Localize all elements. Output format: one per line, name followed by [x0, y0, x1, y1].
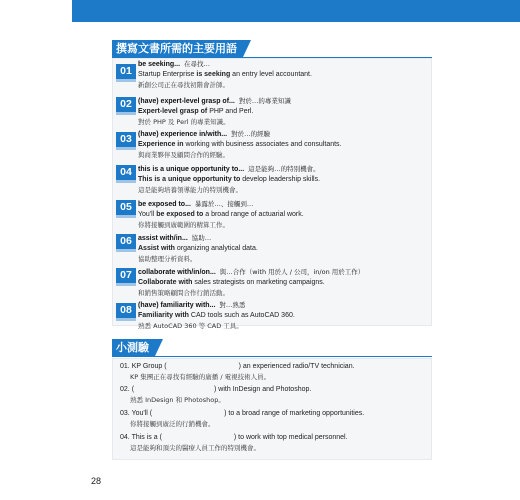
- phrase: this is a unique opportunity to...: [138, 166, 245, 173]
- phrase-meaning: 對於…的經驗: [231, 130, 271, 138]
- phrase-meaning: 與…合作（with 用於人 / 公司，in/on 用於工作）: [219, 268, 365, 276]
- example-translation: 熟悉 AutoCAD 360 等 CAD 工具。: [138, 322, 243, 330]
- example-sentence: Familiarity with CAD tools such as AutoCAD 360.: [138, 312, 295, 319]
- phrase: (have) expert-level grasp of...: [138, 98, 235, 105]
- item-number-badge: 07: [116, 268, 136, 283]
- example-sentence: Experience in working with business associates and consultants.: [138, 141, 342, 148]
- question-translation: 熟悉 InDesign 和 Photoshop。: [130, 396, 225, 404]
- phrase-meaning: 對…熟悉: [219, 301, 246, 309]
- phrase-meaning: 暴露於…、接觸到…: [194, 200, 254, 208]
- question-number: 02.: [120, 386, 130, 393]
- example-translation: 對於 PHP 及 Perl 的專業知識。: [138, 118, 230, 126]
- item-number-badge: 04: [116, 165, 136, 180]
- item-number-badge: 08: [116, 303, 136, 318]
- quiz-question: 04. This is a ( ) to work with top medical personnel. 這是能夠和頂尖的醫療人員工作的特別機會。: [120, 434, 348, 452]
- section-title-quiz: 小測驗: [112, 339, 155, 356]
- question-number: 03.: [120, 410, 130, 417]
- example-sentence: Expert-level grasp of PHP and Perl.: [138, 108, 254, 115]
- item-number-badge: 05: [116, 200, 136, 215]
- example-translation: 與商業夥伴及顧問合作的經驗。: [138, 151, 229, 159]
- phrase-meaning: 在尋找…: [184, 60, 211, 68]
- item-number-badge: 06: [116, 234, 136, 249]
- section-title-key-phrases: 撰寫文書所需的主要用語: [112, 40, 243, 57]
- phrase: (have) experience in/with...: [138, 131, 228, 138]
- example-translation: 和銷售策略顧問合作行銷活動。: [138, 289, 229, 297]
- example-translation: 你將接觸到廣範圍的精算工作。: [138, 221, 229, 229]
- phrase: be seeking...: [138, 61, 181, 68]
- example-sentence: This is a unique opportunity to develop leadership skills.: [138, 176, 321, 183]
- question-translation: 你將接觸到廣泛的行銷機會。: [130, 420, 215, 428]
- phrase-meaning: 協助…: [191, 234, 212, 242]
- question-translation: 這是能夠和頂尖的醫療人員工作的特別機會。: [130, 444, 260, 452]
- phrase: be exposed to...: [138, 201, 191, 208]
- phrase: (have) familiarity with...: [138, 302, 216, 309]
- phrase-meaning: 這是能夠…的特別機會。: [248, 165, 320, 173]
- example-translation: 協助整理分析資料。: [138, 255, 197, 263]
- section-divider: [112, 356, 432, 357]
- example-translation: 新創公司正在尋找初階會計師。: [138, 81, 229, 89]
- question-translation: KP 集團正在尋找有經驗的廣播 / 電視技術人員。: [130, 373, 271, 381]
- question-number: 04.: [120, 434, 130, 441]
- example-sentence: You'll be exposed to a broad range of actuarial work.: [138, 211, 304, 218]
- quiz-question: 01. KP Group ( ) an experienced radio/TV technician. KP 集團正在尋找有經驗的廣播 / 電視技術人員。: [120, 363, 355, 381]
- example-sentence: Assist with organizing analytical data.: [138, 245, 258, 252]
- page-number: 28: [91, 476, 102, 486]
- header-band: [72, 0, 520, 22]
- phrase: collaborate with/in/on...: [138, 269, 216, 276]
- item-number-badge: 02: [116, 97, 136, 112]
- phrase-meaning: 對於…的專業知識: [238, 97, 291, 105]
- item-number-badge: 03: [116, 132, 136, 147]
- question-number: 01.: [120, 363, 130, 370]
- item-number-badge: 01: [116, 64, 136, 79]
- example-sentence: Startup Enterprise is seeking an entry level accountant.: [138, 71, 312, 78]
- quiz-question: 03. You'll ( ) to a broad range of marketing opportunities. 你將接觸到廣泛的行銷機會。: [120, 410, 365, 428]
- example-translation: 這是能夠培養領導能力的特別機會。: [138, 186, 242, 194]
- phrase: assist with/in...: [138, 235, 188, 242]
- example-sentence: Collaborate with sales strategists on marketing campaigns.: [138, 279, 325, 286]
- quiz-question: 02. ( ) with InDesign and Photoshop. 熟悉 InDesign 和 Photoshop。: [120, 386, 312, 404]
